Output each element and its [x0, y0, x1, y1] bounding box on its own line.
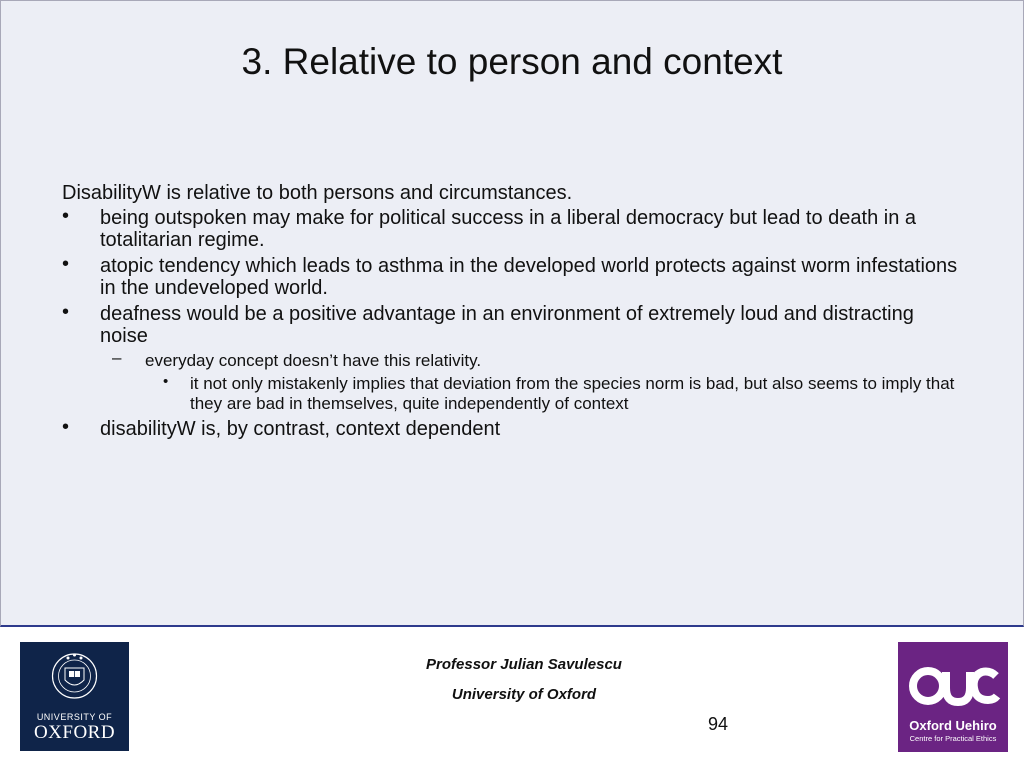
sub-sub-list-item-text: it not only mistakenly implies that deviation from the species norm is bad, but also seems to imply that they are bad in themselves, quite independently of context — [190, 374, 955, 413]
uehiro-oc-mark-icon — [898, 642, 1008, 714]
list-item — [62, 418, 962, 440]
sub-bullet-list — [100, 348, 962, 414]
uehiro-logo-line1: Oxford Uehiro — [909, 718, 997, 733]
oxford-logo-line1: UNIVERSITY OF — [36, 712, 113, 722]
sub-list-item-text: everyday concept doesn’t have this relativity. — [145, 351, 482, 370]
slide-title: 3. Relative to person and context — [241, 41, 783, 82]
oxford-logo-line2: OXFORD — [33, 722, 116, 743]
list-item — [62, 255, 962, 299]
intro-text: DisabilityW is relative to both persons and circumstances. — [62, 182, 573, 204]
list-item-text: being outspoken may make for political success in a liberal democracy but lead to death in a totalitarian regime. — [100, 207, 917, 251]
sub-list-item — [100, 348, 962, 414]
uehiro-logo — [898, 642, 1008, 752]
list-item — [62, 303, 962, 414]
bullet-list — [62, 207, 962, 440]
footer-presenter: Professor Julian Savulescu — [426, 656, 622, 673]
list-item-text: deafness would be a positive advantage in an environment of extremely loud and distracting noise — [100, 303, 914, 347]
bullet-icon: • — [163, 373, 169, 390]
bullet-icon: • — [62, 416, 70, 438]
uehiro-logo-line2: Centre for Practical Ethics — [909, 734, 997, 743]
sub-sub-bullet-list — [145, 374, 962, 414]
dash-icon: – — [112, 348, 122, 367]
list-item-text: atopic tendency which leads to asthma in the developed world protects against worm infestations in the undeveloped world. — [100, 255, 958, 299]
page-number: 94 — [708, 714, 729, 734]
bullet-icon: • — [62, 253, 70, 275]
footer-institution: University of Oxford — [451, 686, 597, 703]
slide-body — [62, 181, 962, 444]
bullet-icon: • — [62, 301, 70, 323]
list-item — [62, 207, 962, 251]
sub-sub-list-item — [145, 374, 962, 414]
bullet-icon: • — [62, 205, 70, 227]
list-item-text: disabilityW is, by contrast, context dependent — [100, 418, 501, 440]
